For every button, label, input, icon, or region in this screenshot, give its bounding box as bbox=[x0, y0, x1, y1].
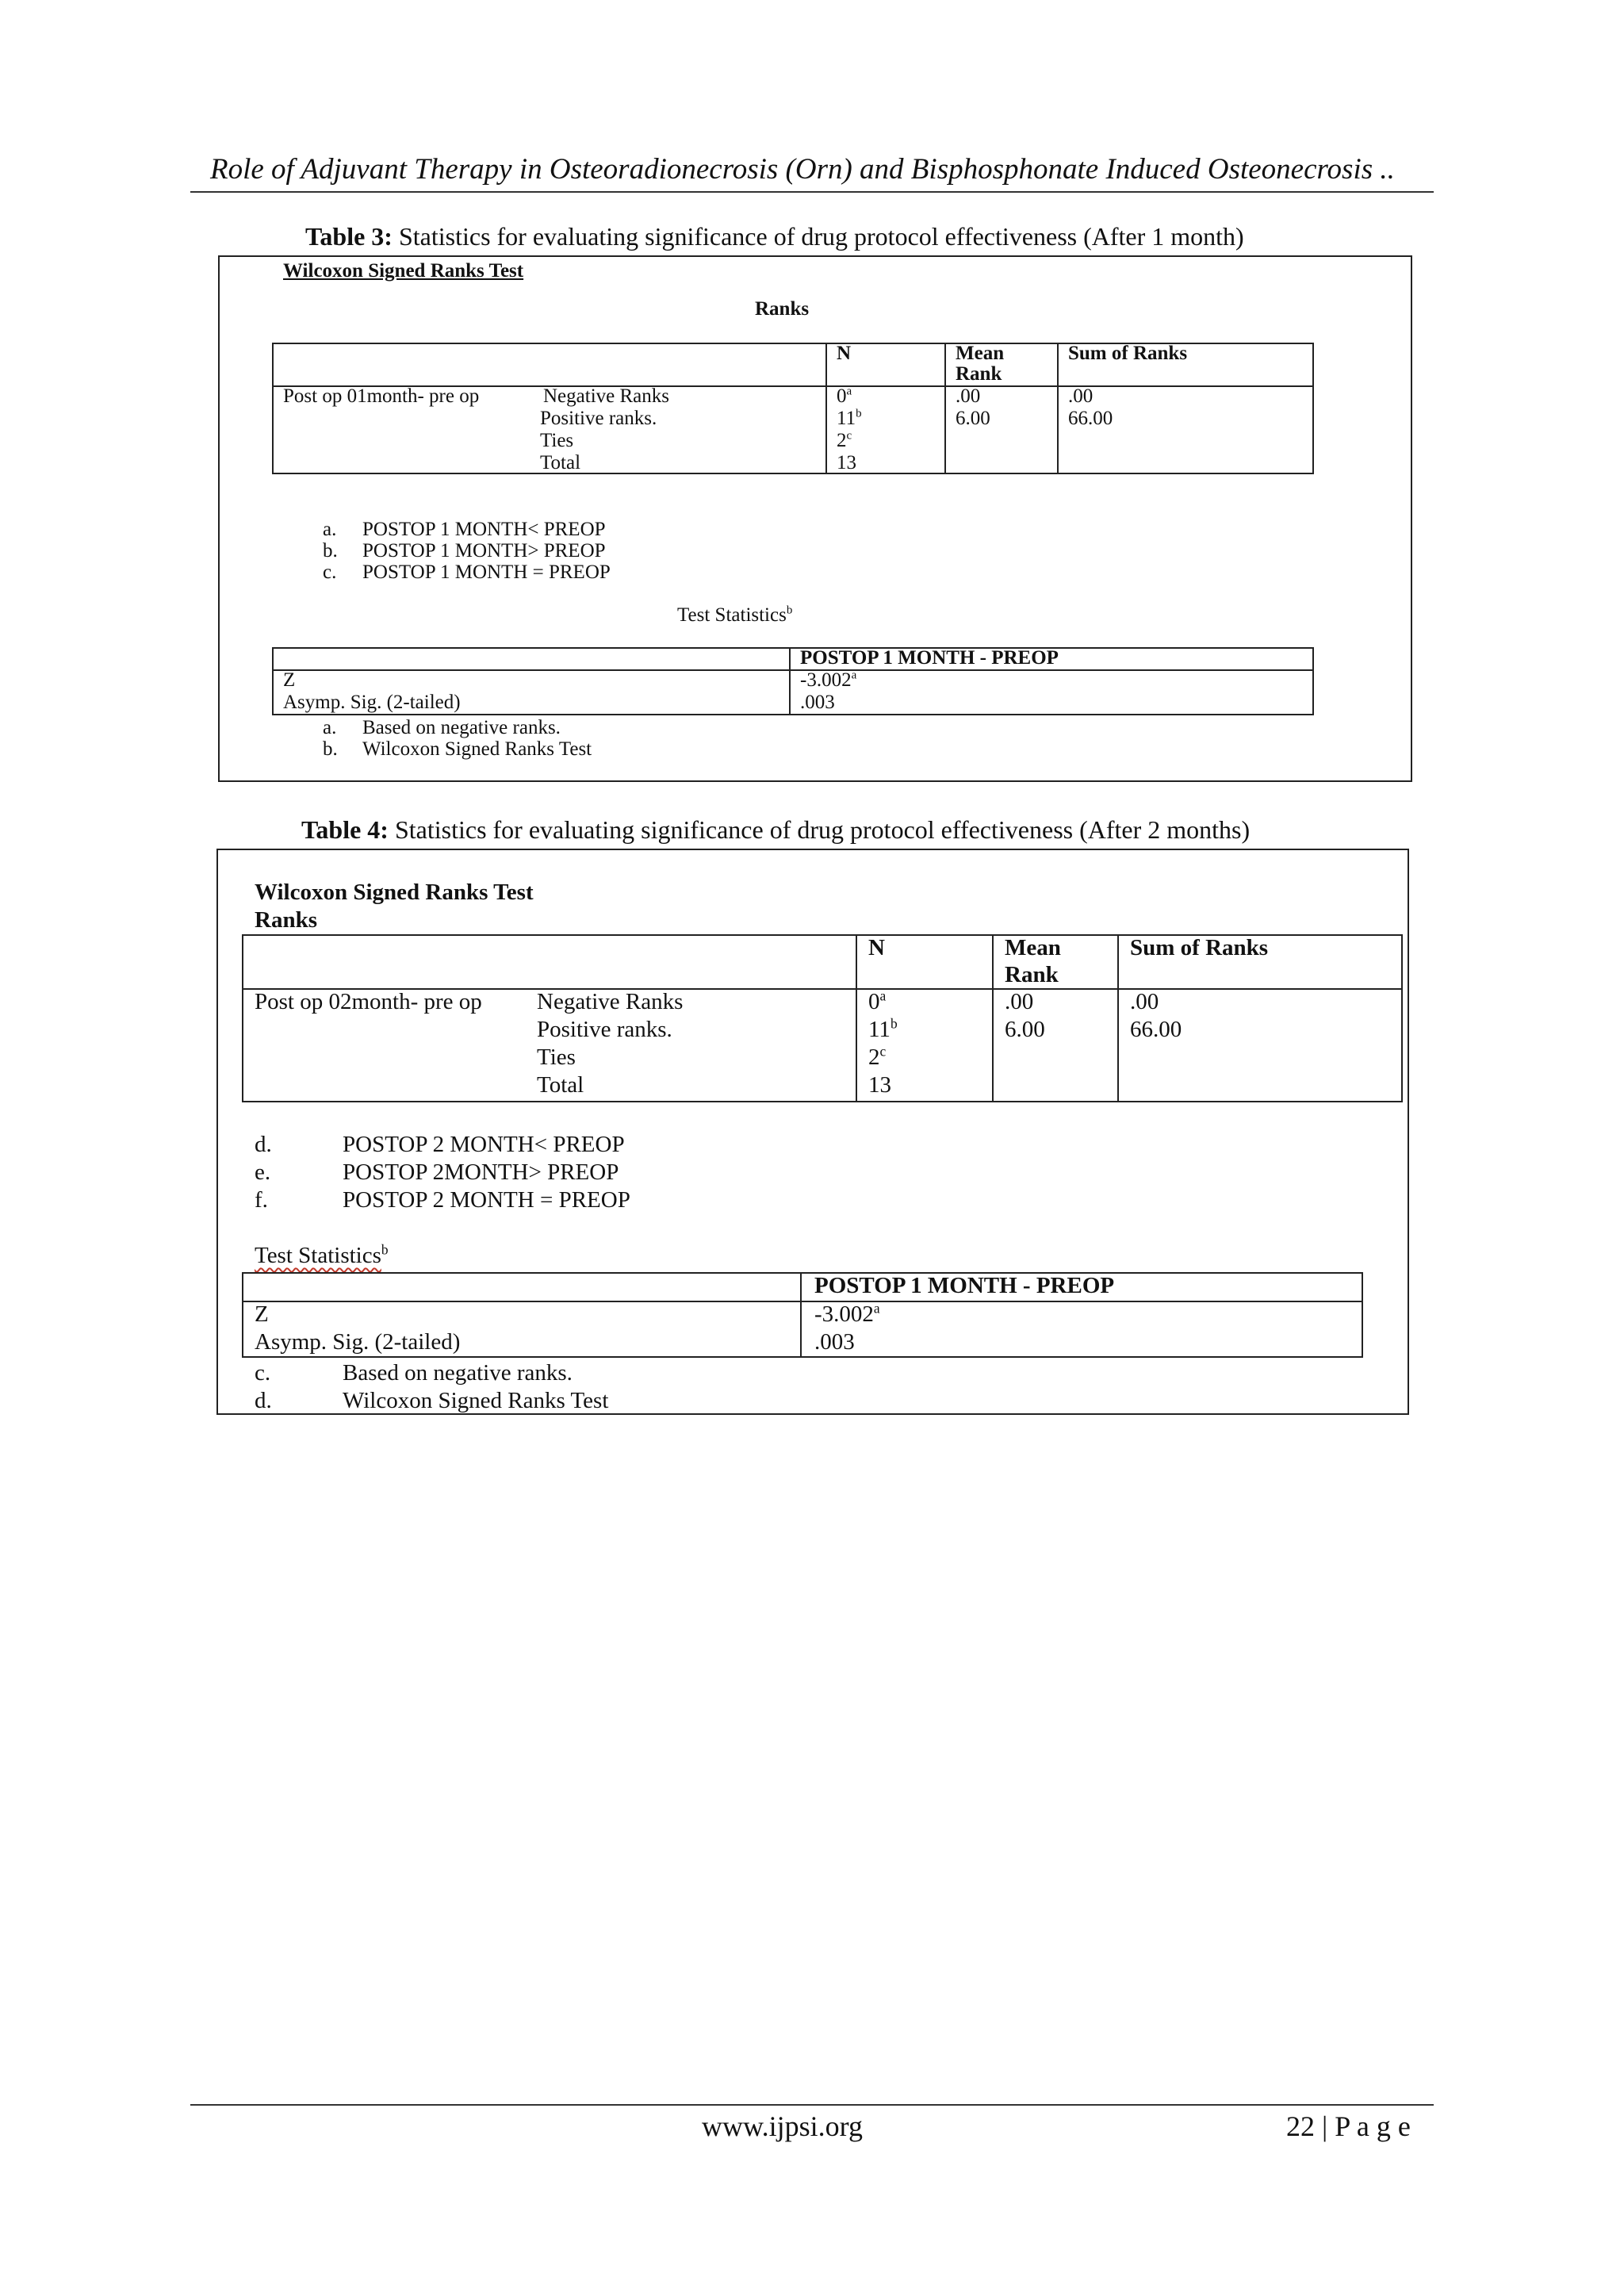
table4-caption-text: Statistics for evaluating significance of drug protocol effectiveness (After 2 months) bbox=[388, 815, 1251, 844]
table3-rank-total: Total bbox=[540, 452, 581, 473]
table4-ranks-table bbox=[242, 934, 1403, 1102]
table4-sum-positive: 66.00 bbox=[1130, 1017, 1182, 1042]
table4-stats-z: Z bbox=[255, 1301, 269, 1327]
table3-stats-table bbox=[272, 647, 1314, 715]
table4-caption-label: Table 4: bbox=[301, 815, 389, 844]
table4-col-mean-2: Rank bbox=[1005, 962, 1059, 987]
table3-col-mean: Mean bbox=[956, 343, 1005, 364]
table3-figure bbox=[218, 255, 1412, 782]
table3-mean-positive: 6.00 bbox=[956, 408, 990, 429]
table3-stats-z-value: -3.002$^a$ bbox=[800, 669, 857, 691]
table4-col-sum: Sum of Ranks bbox=[1130, 935, 1269, 960]
table4-row-label: Post op 02month- pre op bbox=[255, 989, 482, 1014]
table3-rank-positive: Positive ranks. bbox=[540, 408, 657, 429]
table4-test-title: Wilcoxon Signed Ranks Test bbox=[255, 880, 534, 905]
table4-footnote-c: Based on negative ranks. bbox=[343, 1360, 573, 1386]
table3-note-b-letter: b. bbox=[323, 540, 338, 562]
table3-sum-positive: 66.00 bbox=[1068, 408, 1113, 429]
table4-footnote-d: Wilcoxon Signed Ranks Test bbox=[343, 1388, 609, 1413]
running-title: Role of Adjuvant Therapy in Osteoradionecrosis (Orn) and Bisphosphonate Induced Osteonecrosis .. bbox=[210, 153, 1395, 186]
table4-rank-negative: Negative Ranks bbox=[537, 989, 684, 1014]
table4-mean-positive: 6.00 bbox=[1005, 1017, 1045, 1042]
table4-stats-title: Test Statistics$^b$ bbox=[255, 1241, 389, 1268]
table4-caption bbox=[301, 815, 1250, 845]
table3-n-ties: 2$^c$ bbox=[837, 429, 852, 451]
table3-caption-label: Table 3: bbox=[305, 222, 393, 251]
table4-stats-table bbox=[242, 1272, 1363, 1358]
table3-note-a: POSTOP 1 MONTH< PREOP bbox=[362, 519, 606, 540]
table3-test-title: Wilcoxon Signed Ranks Test bbox=[283, 260, 524, 282]
table3-note-c: POSTOP 1 MONTH = PREOP bbox=[362, 562, 611, 583]
table3-col-sum: Sum of Ranks bbox=[1068, 343, 1188, 364]
table4-footnote-c-letter: c. bbox=[255, 1360, 271, 1386]
table4-stats-z-value: -3.002$^a$ bbox=[814, 1300, 880, 1327]
table4-col-n: N bbox=[868, 935, 885, 960]
table3-ranks-title: Ranks bbox=[755, 298, 810, 320]
table4-stats-sig-value: .003 bbox=[814, 1329, 855, 1355]
table3-footnote-a-letter: a. bbox=[323, 717, 337, 738]
table4-n-total: 13 bbox=[868, 1072, 891, 1098]
table4-ranks-title: Ranks bbox=[255, 907, 317, 933]
table4-figure bbox=[216, 849, 1409, 1415]
table3-stats-title: Test Statistics$^b$ bbox=[677, 604, 793, 626]
table4-n-positive: 11$^b$ bbox=[868, 1015, 898, 1042]
table4-note-f: POSTOP 2 MONTH = PREOP bbox=[343, 1187, 630, 1213]
table4-mean-negative: .00 bbox=[1005, 989, 1034, 1014]
table4-note-f-letter: f. bbox=[255, 1187, 268, 1213]
table3-stats-sig-value: .003 bbox=[800, 692, 835, 713]
table3-rank-negative: Negative Ranks bbox=[543, 385, 669, 407]
table4-sum-negative: .00 bbox=[1130, 989, 1159, 1014]
table3-caption-text: Statistics for evaluating significance of drug protocol effectiveness (After 1 month) bbox=[392, 222, 1244, 251]
table4-stats-sig: Asymp. Sig. (2-tailed) bbox=[255, 1329, 461, 1355]
table4-note-d-letter: d. bbox=[255, 1132, 272, 1157]
table4-stats-col: POSTOP 1 MONTH - PREOP bbox=[814, 1273, 1115, 1298]
table3-ranks-table bbox=[272, 343, 1314, 474]
footer-rule bbox=[190, 2104, 1434, 2106]
table4-rank-positive: Positive ranks. bbox=[537, 1017, 672, 1042]
table3-note-a-letter: a. bbox=[323, 519, 337, 540]
table3-sum-negative: .00 bbox=[1068, 385, 1094, 407]
table4-footnote-d-letter: d. bbox=[255, 1388, 272, 1413]
header-rule bbox=[190, 191, 1434, 193]
table3-footnote-b: Wilcoxon Signed Ranks Test bbox=[362, 738, 592, 760]
table4-col-mean: Mean bbox=[1005, 935, 1061, 960]
table4-n-negative: 0$^a$ bbox=[868, 987, 887, 1014]
table3-col-mean-2: Rank bbox=[956, 363, 1002, 385]
table4-rank-ties: Ties bbox=[537, 1045, 576, 1070]
table3-stats-sig: Asymp. Sig. (2-tailed) bbox=[283, 692, 461, 713]
table4-note-d: POSTOP 2 MONTH< PREOP bbox=[343, 1132, 625, 1157]
table3-note-b: POSTOP 1 MONTH> PREOP bbox=[362, 540, 606, 562]
table4-note-e-letter: e. bbox=[255, 1159, 271, 1185]
table4-n-ties: 2$^c$ bbox=[868, 1043, 887, 1070]
table3-mean-negative: .00 bbox=[956, 385, 981, 407]
table3-stats-col: POSTOP 1 MONTH - PREOP bbox=[800, 647, 1059, 669]
table3-row-label: Post op 01month- pre op bbox=[283, 385, 480, 407]
table4-rank-total: Total bbox=[537, 1072, 584, 1098]
table3-n-total: 13 bbox=[837, 452, 856, 473]
table3-col-n: N bbox=[837, 343, 852, 364]
table3-stats-z: Z bbox=[283, 669, 296, 691]
table3-n-positive: 11$^b$ bbox=[837, 407, 862, 429]
table3-n-negative: 0$^a$ bbox=[837, 385, 852, 407]
table3-note-c-letter: c. bbox=[323, 562, 337, 583]
table3-footnote-a: Based on negative ranks. bbox=[362, 717, 561, 738]
table3-footnote-b-letter: b. bbox=[323, 738, 338, 760]
table4-note-e: POSTOP 2MONTH> PREOP bbox=[343, 1159, 619, 1185]
table3-rank-ties: Ties bbox=[540, 430, 574, 451]
page-number: 22 | P a g e bbox=[1286, 2110, 1411, 2142]
footer-url: www.ijpsi.org bbox=[702, 2110, 864, 2142]
table3-caption bbox=[305, 222, 1244, 251]
